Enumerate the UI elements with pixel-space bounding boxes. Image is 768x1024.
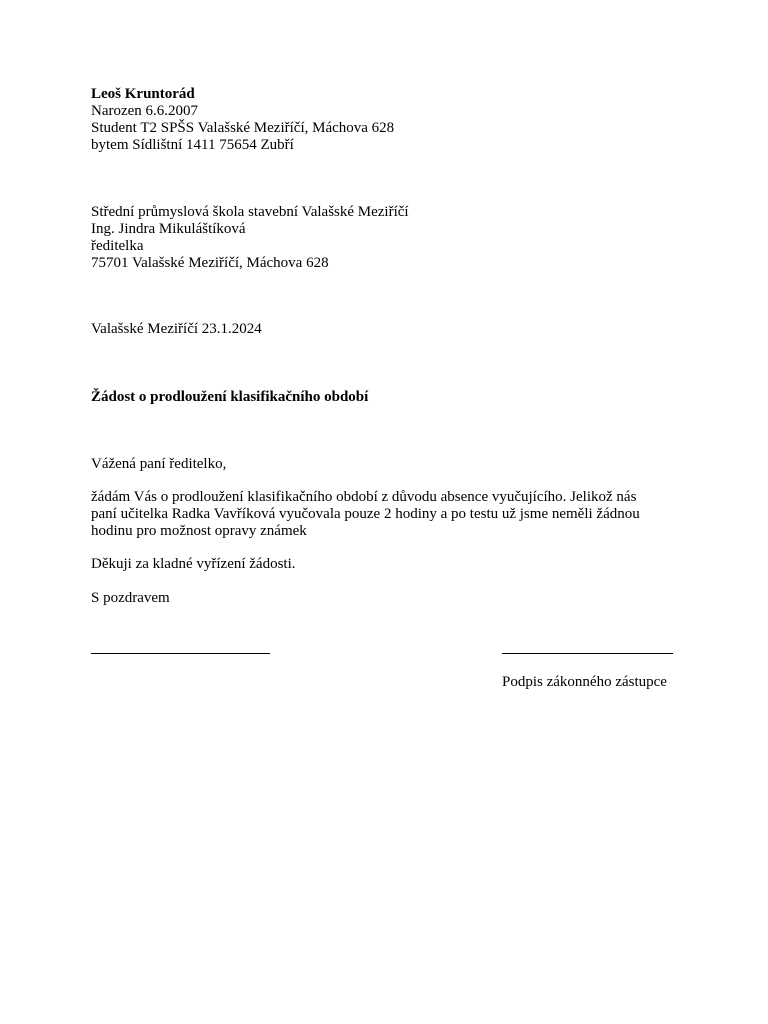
sender-school: Student T2 SPŠS Valašské Meziříčí, Máchova 628: [91, 120, 395, 136]
recipient-person: Ing. Jindra Mikuláštíková: [91, 221, 246, 237]
recipient-institution: Střední průmyslová škola stavební Valašské Meziříčí: [91, 204, 409, 220]
sender-birth: Narozen 6.6.2007: [91, 103, 199, 119]
sender-name: Leoš Kruntorád: [91, 86, 195, 102]
guardian-signature-line: [502, 653, 673, 654]
body-line-2: paní učitelka Radka Vavříková vyučovala pouze 2 hodiny a po testu už jsme neměli žádnou: [91, 506, 640, 522]
recipient-address: 75701 Valašské Meziříčí, Máchova 628: [91, 255, 329, 271]
salutation: Vážená paní ředitelko,: [91, 456, 227, 472]
closing-line: S pozdravem: [91, 590, 170, 606]
sender-address: bytem Sídlištní 1411 75654 Zubří: [91, 137, 294, 153]
recipient-role: ředitelka: [91, 238, 144, 254]
student-signature-line: [91, 653, 270, 654]
body-line-3: hodinu pro možnost opravy známek: [91, 523, 307, 539]
body-line-1: žádám Vás o prodloužení klasifikačního období z důvodu absence vyučujícího. Jelikož nás: [91, 489, 637, 505]
thanks-line: Děkuji za kladné vyřízení žádosti.: [91, 556, 296, 572]
letter-subject: Žádost o prodloužení klasifikačního období: [91, 389, 369, 405]
place-date: Valašské Meziříčí 23.1.2024: [91, 321, 262, 337]
guardian-signature-label: Podpis zákonného zástupce: [502, 674, 667, 690]
